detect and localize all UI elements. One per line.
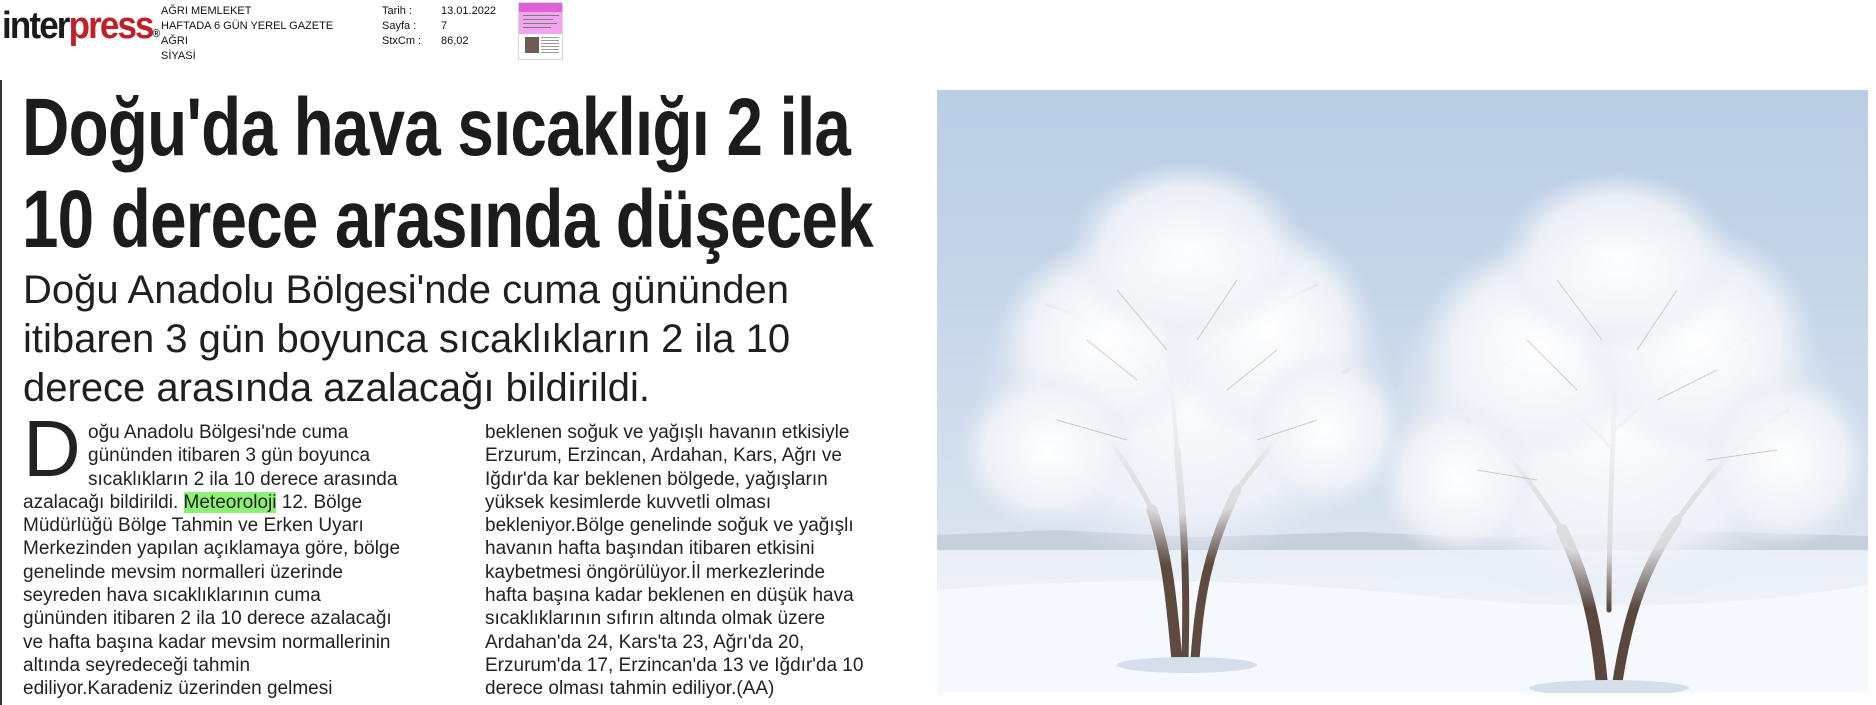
frosted-trees-photo [937,90,1868,693]
body-line: havanın hafta başından itibaren etkisini [485,538,815,560]
subhead-line: Doğu Anadolu Bölgesi'nde cuma gününden [23,268,790,312]
body-line: altında seyredeceği tahmin [23,654,251,676]
thumbnail-header-band [519,3,562,12]
body-line: gününden itibaren 2 ila 10 derece azalacağı [23,608,392,630]
publication-section: SİYASİ [161,50,196,62]
body-line: ediliyor.Karadeniz üzerinden gelmesi [23,678,333,700]
body-line [23,491,463,514]
subhead-line: itibaren 3 gün boyunca sıcaklıkların 2 ila 10 [23,317,791,361]
body-column-2 [485,421,925,701]
body-column-1 [23,421,463,701]
publication-name: AĞRI MEMLEKET [161,5,252,17]
body-line: beklenen soğuk ve yağışlı havanın etkisiyle [485,422,850,443]
body-line: kaybetmesi öngörülüyor.İl merkezlerinde [485,561,826,583]
body-line: Erzurum, Erzincan, Ardahan, Kars, Ağrı ve [485,445,842,467]
body-line: bekleniyor.Bölge genelinde soğuk ve yağışlı [485,515,854,537]
area-label: StxCm : [382,35,422,47]
page-label: Sayfa : [382,20,417,32]
thumbnail-text-block [541,37,559,53]
interpress-logo [2,6,160,46]
thumbnail-photo [525,37,539,53]
body-line: Erzurum'da 17, Erzincan'da 13 ve Iğdır'da 10 [485,654,864,676]
logo-registered-mark: ® [152,28,161,40]
publication-frequency: HAFTADA 6 GÜN YEREL GAZETE [161,20,334,32]
publication-info [161,4,333,64]
publication-city: AĞRI [161,35,188,47]
body-line: Müdürlüğü Bölge Tahmin ve Erken Uyarı [23,515,364,537]
body-line: hafta başına kadar beklenen en düşük hava [485,585,854,607]
body-line: gününden itibaren 3 gün boyunca [88,445,371,467]
date-value: 13.01.2022 [441,5,497,17]
left-margin-rule [0,80,2,705]
page-value: 7 [441,20,448,32]
date-label: Tarih : [382,5,412,17]
body-text-after-highlight: 12. Bölge [276,491,363,513]
subhead-line: derece arasında azalacağı bildirildi. [23,366,651,410]
article-subheadline [23,266,923,413]
body-line: seyreden hava sıcaklıklarının cuma [23,585,321,607]
body-line: sıcaklıklarının sıfırın altında olmak üzere [485,608,826,630]
body-line: oğu Anadolu Bölgesi'nde cuma [88,422,349,443]
thumbnail-line [523,23,557,24]
body-text-before-highlight: azalacağı bildirildi. [23,491,184,513]
body-line: derece olması tahmin ediliyor.(AA) [485,678,775,700]
article-headline [22,82,873,266]
area-value: 86,02 [441,35,469,47]
body-line: sıcaklıkların 2 ila 10 derece arasında [88,468,398,490]
body-line: Ardahan'da 24, Kars'ta 23, Ağrı'da 20, [485,631,805,653]
meta-values [441,4,496,49]
body-line: Merkezinden yapılan açıklamaya göre, bölge [23,538,401,560]
thumbnail-line [523,19,553,20]
body-line: yüksek kesimlerde kuvvetli olması [485,491,772,513]
headline-line: 10 derece arasında düşecek [22,174,873,265]
body-line: genelinde mevsim normalleri üzerinde [23,561,343,583]
thumbnail-line [523,27,551,28]
thumbnail-line [523,15,559,16]
logo-part-press: press [68,5,153,47]
frosted-trees-illustration [937,90,1868,693]
headline-line: Doğu'da hava sıcaklığı 2 ila [22,82,851,173]
meta-labels [382,4,421,49]
page-thumbnail[interactable] [518,2,563,60]
highlighted-keyword: Meteoroloji [183,491,277,513]
logo-part-inter: inter [2,5,69,47]
body-line: ve hafta başına kadar mevsim normallerinin [23,631,391,653]
drop-cap: D [23,404,81,493]
body-line: Iğdır'da kar beklenen bölgede, yağışların [485,468,828,490]
